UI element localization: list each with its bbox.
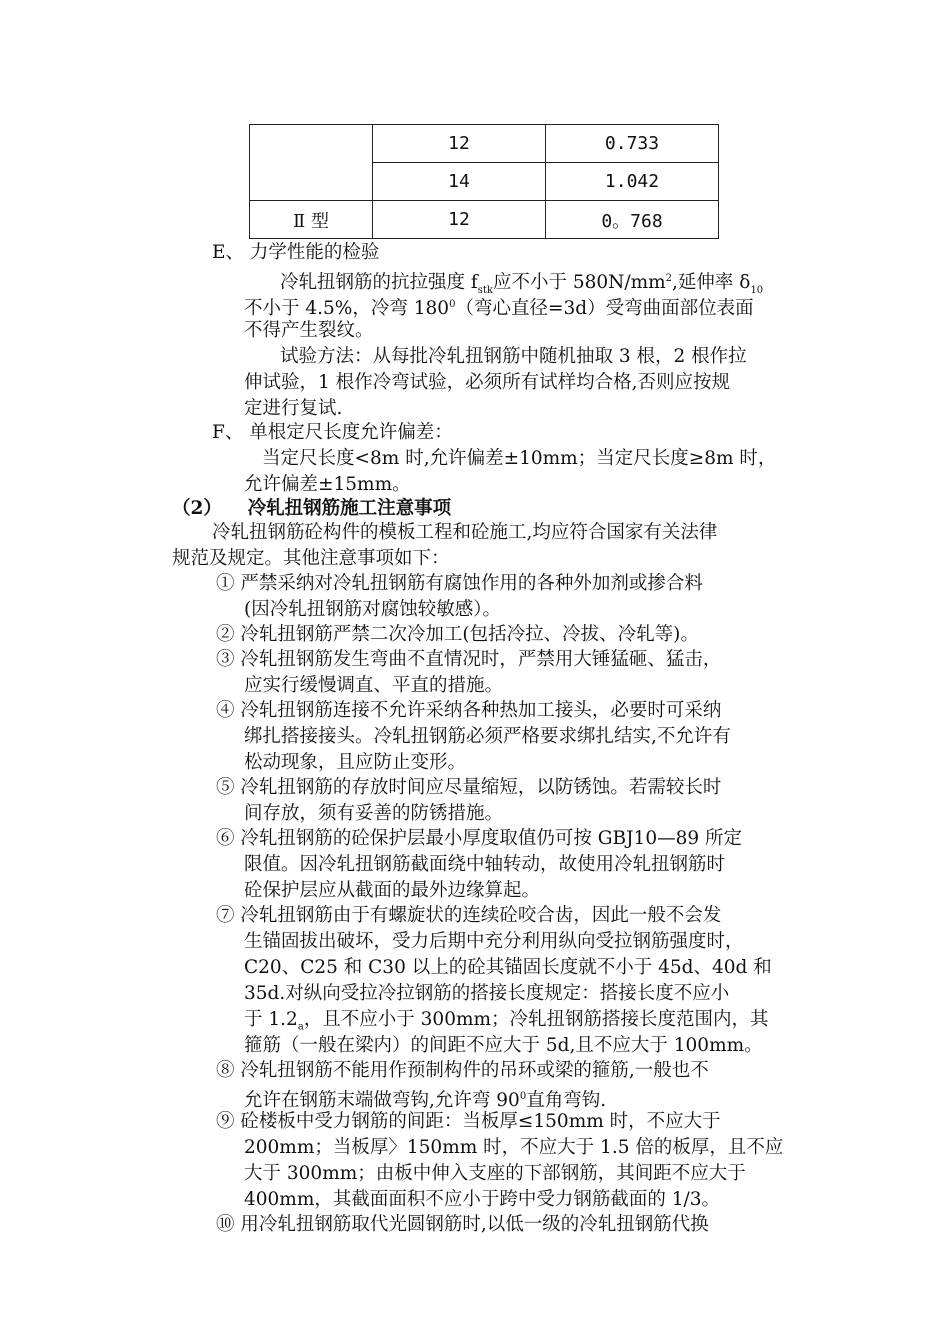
list-item: ⑦ 冷轧扭钢筋由于有螺旋状的连续砼咬合齿，因此一般不会发: [216, 905, 722, 926]
text-line: 200mm；当板厚〉150mm 时，不应大于 1.5 倍的板厚，且不应: [244, 1137, 784, 1158]
table-cell-diameter: 12: [373, 201, 546, 239]
text-line: 定进行复试.: [244, 398, 343, 419]
text-line: 冷轧扭钢筋的抗拉强度 $f_{stk}$应不小于 $580N/mm^2$,延伸率 $\delta_{10}$: [280, 272, 764, 296]
table-cell-mass: 0。768: [546, 201, 719, 239]
spec-table: [249, 124, 719, 239]
text-line: (因冷轧扭钢筋对腐蚀较敏感）。: [244, 599, 501, 620]
table-cell-mass: 1.042: [546, 163, 719, 201]
text-line: 绑扎搭接接头。冷轧扭钢筋必须严格要求绑扎结实,不允许有: [244, 726, 731, 747]
list-item: ① 严禁采纳对冷轧扭钢筋有腐蚀作用的各种外加剂或掺合料: [216, 573, 703, 594]
text-line: 允许偏差±15mm。: [244, 474, 411, 495]
text-line: 400mm，其截面面积不应小于跨中受力钢筋截面的 1/3。: [244, 1189, 721, 1210]
text-line: 间存放，须有妥善的防锈措施。: [244, 803, 504, 824]
section-f-heading: F、 单根定尺长度允许偏差：: [212, 422, 453, 443]
list-item: ⑤ 冷轧扭钢筋的存放时间应尽量缩短，以防锈蚀。若需较长时: [216, 777, 722, 798]
text-line: 伸试验，1 根作冷弯试验，必须所有试样均合格,否则应按规: [244, 372, 731, 393]
table-row: [250, 201, 719, 239]
text-line: 限值。因冷轧扭钢筋截面绕中轴转动，故使用冷轧扭钢筋时: [244, 854, 726, 875]
table-row: [250, 125, 719, 163]
list-item: ② 冷轧扭钢筋严禁二次冷加工(包括冷拉、冷拔、冷轧等)。: [216, 624, 699, 645]
text-line: 试验方法：从每批冷轧扭钢筋中随机抽取 3 根，2 根作拉: [280, 346, 747, 367]
list-item: ⑧ 冷轧扭钢筋不能用作预制构件的吊环或梁的箍筋,一般也不: [216, 1060, 709, 1081]
text-line: 箍筋（一般在梁内）的间距不应大于 5d,且不应大于 100mm。: [244, 1035, 763, 1056]
text-line: 生锚固拔出破坏，受力后期中充分利用纵向受拉钢筋强度时，: [244, 931, 744, 952]
table-cell-diameter: 12: [373, 125, 546, 163]
text-line: 允许在钢筋末端做弯钩,允许弯 $90^0$直角弯钩.: [244, 1090, 607, 1112]
table-cell-mass: 0.733: [546, 125, 719, 163]
text-line: 冷轧扭钢筋砼构件的模板工程和砼施工,均应符合国家有关法律: [212, 522, 718, 543]
section-e-heading: E、 力学性能的检验: [212, 242, 380, 263]
text-line: 应实行缓慢调直、平直的措施。: [244, 675, 504, 696]
list-item: ⑩ 用冷轧扭钢筋取代光圆钢筋时,以低一级的冷轧扭钢筋代换: [216, 1214, 709, 1235]
text-line: 于 $1.2_a$，且不应小于 300mm；冷轧扭钢筋搭接长度范围内，其: [244, 1009, 769, 1033]
text-line: 不小于 4.5%，冷弯 $180^0$（弯心直径=3d）受弯曲面部位表面: [244, 298, 754, 320]
text-line: 大于 300mm；由板中伸入支座的下部钢筋，其间距不应大于: [244, 1163, 746, 1184]
list-item: ⑥ 冷轧扭钢筋的砼保护层最小厚度取值仍可按 GBJ10—89 所定: [216, 828, 743, 849]
list-item: ④ 冷轧扭钢筋连接不允许采纳各种热加工接头，必要时可采纳: [216, 700, 722, 721]
list-item: ⑨ 砼楼板中受力钢筋的间距：当板厚≤150mm 时，不应大于: [216, 1111, 721, 1132]
list-item: ③ 冷轧扭钢筋发生弯曲不直情况时，严禁用大锤猛砸、猛击，: [216, 649, 722, 670]
table-cell-type: Ⅱ 型: [250, 201, 373, 239]
table-cell-type: [250, 125, 373, 201]
text-line: C20、C25 和 C30 以上的砼其锚固长度就不小于 45d、40d 和: [244, 957, 772, 978]
text-line: 不得产生裂纹。: [244, 320, 374, 341]
text-line: 松动现象，且应防止变形。: [244, 752, 467, 773]
text-line: 35d.对纵向受拉冷拉钢筋的搭接长度规定：搭接长度不应小: [244, 983, 730, 1004]
text-line: 当定尺长度<8m 时,允许偏差±10mm；当定尺长度≥8m 时，: [262, 448, 777, 469]
text-line: 规范及规定。其他注意事项如下：: [172, 548, 450, 569]
section-2-heading: （2） 冷轧扭钢筋施工注意事项: [172, 498, 452, 519]
text-line: 砼保护层应从截面的最外边缘算起。: [244, 880, 541, 901]
table-cell-diameter: 14: [373, 163, 546, 201]
